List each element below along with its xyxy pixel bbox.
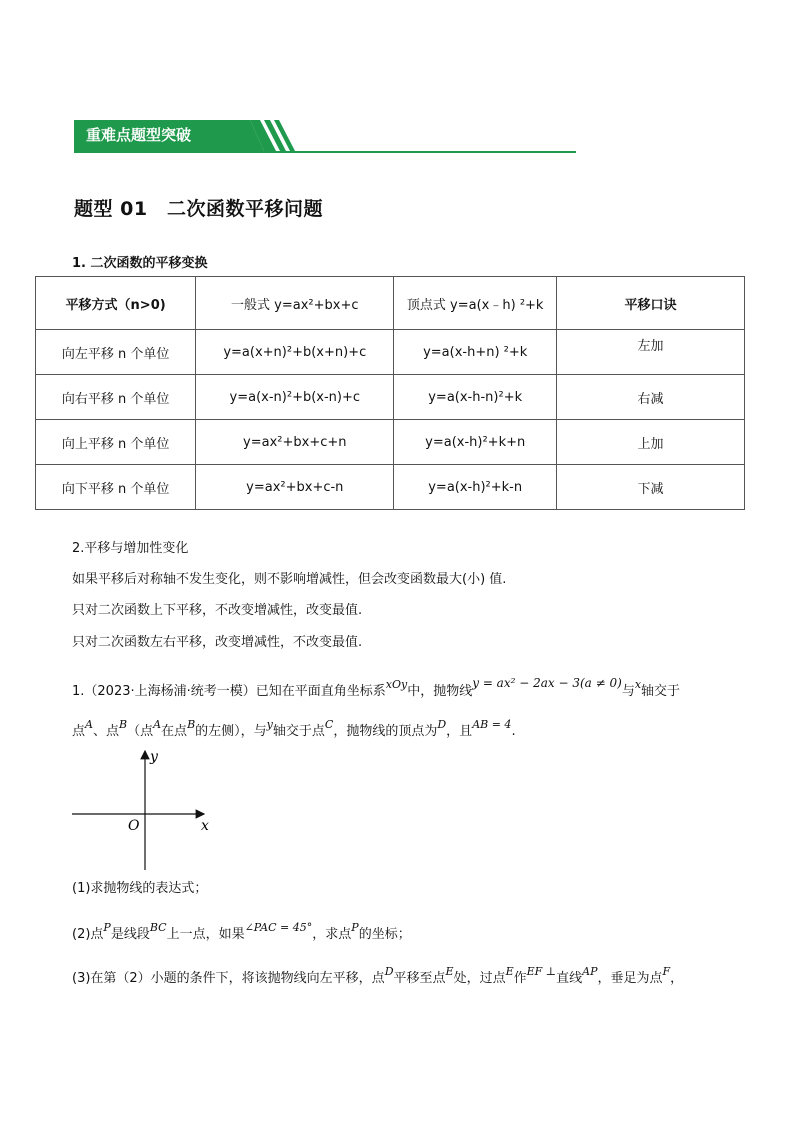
math-A: A [153, 718, 162, 731]
table-cell: 上加 [557, 420, 745, 465]
banner-rule [74, 151, 576, 153]
table-cell: 向左平移 n 个单位 [36, 330, 196, 375]
math-BC: BC [149, 921, 167, 934]
math-E: E [445, 965, 454, 978]
section-banner [74, 118, 576, 154]
table-cell: y=a(x-h)²+k+n [394, 420, 557, 465]
section1-heading: 1. 二次函数的平移变换 [72, 256, 208, 271]
table-cell: y=ax²+bx+c-n [196, 465, 394, 510]
problem-text: 在点 [161, 724, 188, 739]
table-cell: 向下平移 n 个单位 [36, 465, 196, 510]
table-cell: 下减 [557, 465, 745, 510]
table-cell: y=a(x-n)²+b(x-n)+c [196, 375, 394, 420]
math-angle: ∠PAC = 45° [244, 921, 313, 934]
origin-label: O [128, 818, 140, 834]
problem-text: 是线段 [110, 927, 150, 942]
problem-text: ，抛物线的顶点为 [333, 724, 438, 739]
problem-text: ，垂足为点 [597, 971, 663, 986]
problem-text: 的坐标； [358, 927, 411, 942]
table-header-cell: 一般式 y=ax²+bx+c [196, 277, 394, 330]
problem-text: 、点 [92, 724, 119, 739]
problem-text: 平移至点 [393, 971, 446, 986]
table-cell: 向右平移 n 个单位 [36, 375, 196, 420]
section2-line: 只对二次函数左右平移，改变增减性，不改变最值. [72, 635, 363, 650]
math-E: E [505, 965, 514, 978]
problem-text: 中，抛物线 [407, 684, 473, 699]
math-D: D [384, 965, 394, 978]
problem-text: 与 [621, 684, 635, 699]
problem-text: 上一点，如果 [166, 927, 245, 942]
math-B: B [187, 718, 196, 731]
math-C: C [324, 718, 334, 731]
problem-text: ，且 [446, 724, 473, 739]
table-row [36, 330, 745, 375]
problem-text: 的左侧），与 [195, 724, 267, 739]
table-header-row [36, 277, 745, 330]
table-header-cell: 顶点式 y=a(x﹣h) ²+k [394, 277, 557, 330]
table-cell [557, 330, 745, 375]
math-D: D [437, 718, 447, 731]
math-A: A [85, 718, 93, 731]
table-cell: 右减 [557, 375, 745, 420]
banner-stripes-icon [250, 118, 350, 152]
math-y: y [266, 718, 273, 731]
problem-line-1 [72, 676, 681, 701]
problem-text: 点 [72, 724, 86, 739]
math-F: F [662, 965, 671, 978]
page-title: 题型 01 二次函数平移问题 [74, 198, 324, 220]
math-P: P [103, 921, 111, 934]
math-parabola: y = ax² − 2ax − 3(a ≠ 0) [472, 676, 622, 690]
question-1: (1)求抛物线的表达式； [72, 881, 208, 896]
problem-text: 直线 [556, 971, 583, 986]
x-axis-label: x [201, 818, 209, 834]
section2-line: 如果平移后对称轴不发生变化，则不影响增减性，但会改变函数最大(小) 值. [72, 572, 507, 587]
math-AB: AB = 4 [472, 718, 512, 731]
math-xOy: xOy [385, 678, 408, 691]
problem-text: . [511, 724, 516, 739]
coordinate-axes-figure [66, 745, 216, 875]
problem-text: 轴交于点 [272, 724, 325, 739]
problem-text: 作 [513, 971, 527, 986]
problem-text: 处，过点 [453, 971, 506, 986]
problem-text: 轴交于 [641, 684, 681, 699]
problem-text: ， [670, 971, 684, 986]
table-cell: y=ax²+bx+c+n [196, 420, 394, 465]
problem-text: 1.（2023·上海杨浦·统考一模）已知在平面直角坐标系 [72, 684, 386, 699]
banner-label: 重难点题型突破 [74, 120, 250, 151]
table-cell: y=a(x+n)²+b(x+n)+c [196, 330, 394, 375]
table-row [36, 465, 745, 510]
table-row [36, 375, 745, 420]
problem-line-2 [72, 718, 516, 741]
problem-text: ，求点 [312, 927, 352, 942]
question-2 [72, 921, 411, 944]
math-B: B [118, 718, 128, 731]
problem-text: (2)点 [72, 927, 104, 942]
translation-table [35, 276, 745, 510]
math-x: x [634, 678, 642, 691]
math-AP: AP [582, 965, 598, 978]
table-cell: y=a(x-h+n) ²+k [394, 330, 557, 375]
table-row [36, 420, 745, 465]
section2-heading: 2.平移与增加性变化 [72, 541, 189, 556]
table-cell: y=a(x-h-n)²+k [394, 375, 557, 420]
table-header-cell: 平移方式（n>0) [36, 277, 196, 330]
table-cell-text: 左加 [637, 338, 664, 354]
section2-line: 只对二次函数上下平移，不改变增减性，改变最值. [72, 603, 363, 618]
table-cell: 向上平移 n 个单位 [36, 420, 196, 465]
table-header-cell: 平移口诀 [557, 277, 745, 330]
question-3 [72, 965, 684, 988]
problem-text: (3)在第（2）小题的条件下，将该抛物线向左平移，点 [72, 971, 385, 986]
math-P: P [351, 921, 359, 934]
problem-text: （点 [127, 724, 154, 739]
table-cell: y=a(x-h)²+k-n [394, 465, 557, 510]
y-axis-label: y [150, 749, 158, 765]
math-EF: EF ⊥ [526, 965, 557, 978]
